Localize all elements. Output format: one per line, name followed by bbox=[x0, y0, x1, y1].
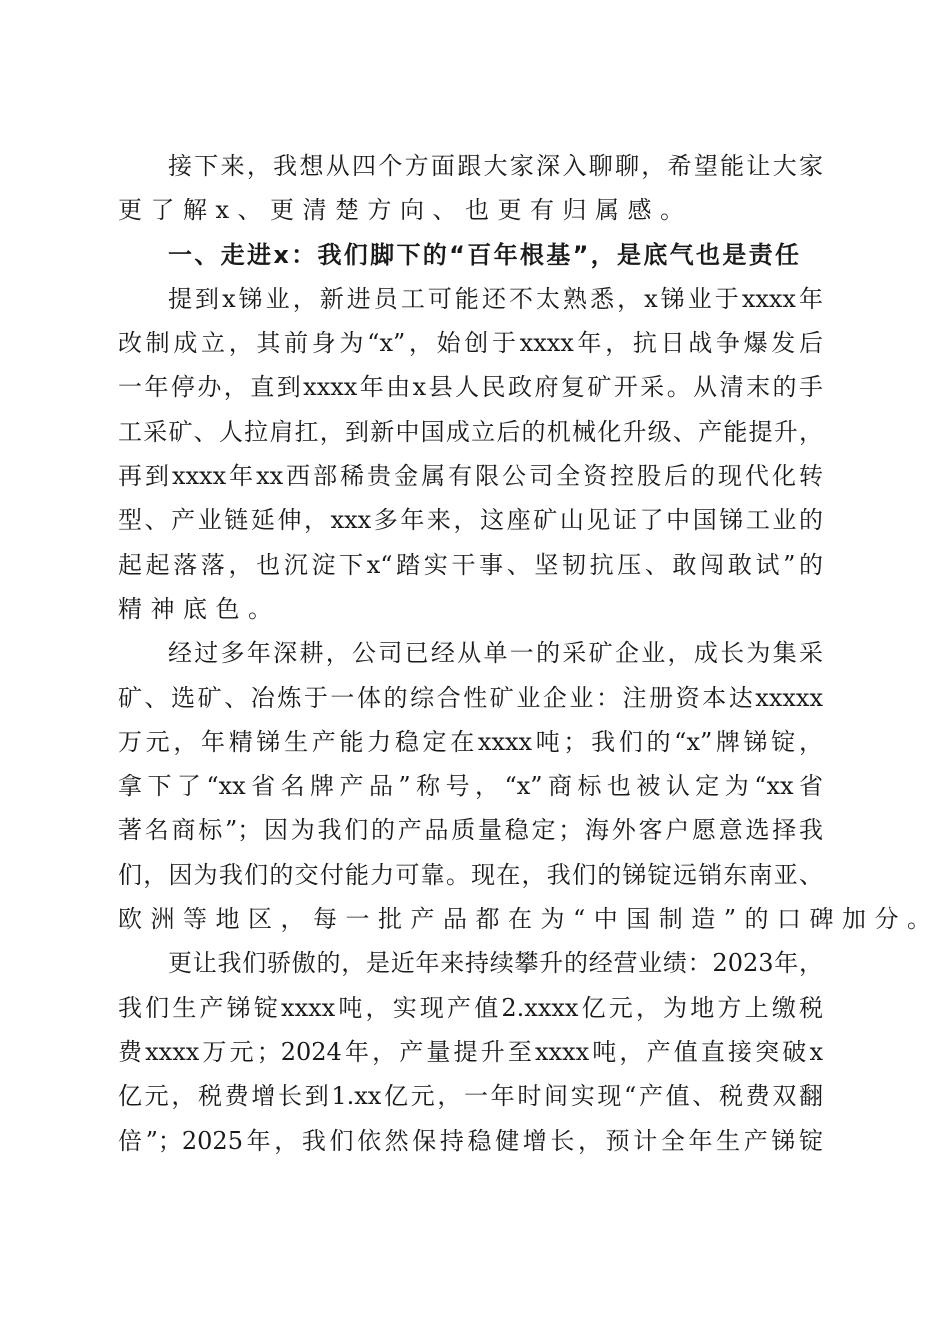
text-line: 更了解x、更清楚方向、也更有归属感。 bbox=[118, 196, 693, 225]
text-line: 提到x锑业，新进员工可能还不太熟悉，x锑业于xxxx年 bbox=[168, 284, 823, 313]
text-line: 工采矿、人拉肩扛，到新中国成立后的机械化升级、产能提升， bbox=[118, 417, 823, 446]
text-line: 欧洲等地区，每一批产品都在为“中国制造”的口碑加分。 bbox=[118, 905, 940, 934]
paragraph bbox=[118, 941, 823, 1162]
text-line: 万元，年精锑生产能力稳定在xxxx吨；我们的“x”牌锑锭， bbox=[118, 727, 823, 756]
text-line: 亿元，税费增长到1.xx亿元，一年时间实现“产值、税费双翻 bbox=[118, 1082, 823, 1111]
text-line: 更让我们骄傲的，是近年来持续攀升的经营业绩：2023年， bbox=[168, 949, 823, 978]
paragraph bbox=[118, 631, 940, 941]
document-body bbox=[118, 144, 940, 1163]
text-line: 一年停办，直到xxxx年由x县人民政府复矿开采。从清末的手 bbox=[118, 373, 823, 402]
heading-text: 一、走进x：我们脚下的“百年根基”，是底气也是责任 bbox=[168, 240, 800, 269]
text-line: 改制成立，其前身为“x”，始创于xxxx年，抗日战争爆发后 bbox=[118, 329, 823, 358]
text-line: 拿下了“xx省名牌产品”称号，“x”商标也被认定为“xx省 bbox=[118, 772, 823, 801]
paragraph bbox=[118, 277, 823, 631]
text-line: 经过多年深耕，公司已经从单一的采矿企业，成长为集采 bbox=[168, 639, 823, 668]
text-line: 倍”；2025年，我们依然保持稳健增长，预计全年生产锑锭 bbox=[118, 1126, 823, 1155]
text-line: 精神底色。 bbox=[118, 594, 281, 623]
text-line: 我们生产锑锭xxxx吨，实现产值2.xxxx亿元，为地方上缴税 bbox=[118, 993, 823, 1022]
text-line: 再到xxxx年xx西部稀贵金属有限公司全资控股后的现代化转 bbox=[118, 462, 823, 491]
text-line: 们，因为我们的交付能力可靠。现在，我们的锑锭远销东南亚、 bbox=[118, 860, 823, 889]
section-heading bbox=[118, 233, 823, 277]
text-line: 著名商标”；因为我们的产品质量稳定；海外客户愿意选择我 bbox=[118, 816, 823, 845]
text-line: 接下来，我想从四个方面跟大家深入聊聊，希望能让大家 bbox=[168, 152, 823, 180]
text-line: 矿、选矿、冶炼于一体的综合性矿业企业：注册资本达xxxxx bbox=[118, 683, 823, 712]
text-line: 费xxxx万元；2024年，产量提升至xxxx吨，产值直接突破x bbox=[118, 1037, 823, 1066]
text-line: 起起落落，也沉淀下x“踏实干事、坚韧抗压、敢闯敢试”的 bbox=[118, 550, 823, 579]
paragraph bbox=[118, 144, 823, 233]
text-line: 型、产业链延伸，xxx多年来，这座矿山见证了中国锑工业的 bbox=[118, 506, 823, 535]
